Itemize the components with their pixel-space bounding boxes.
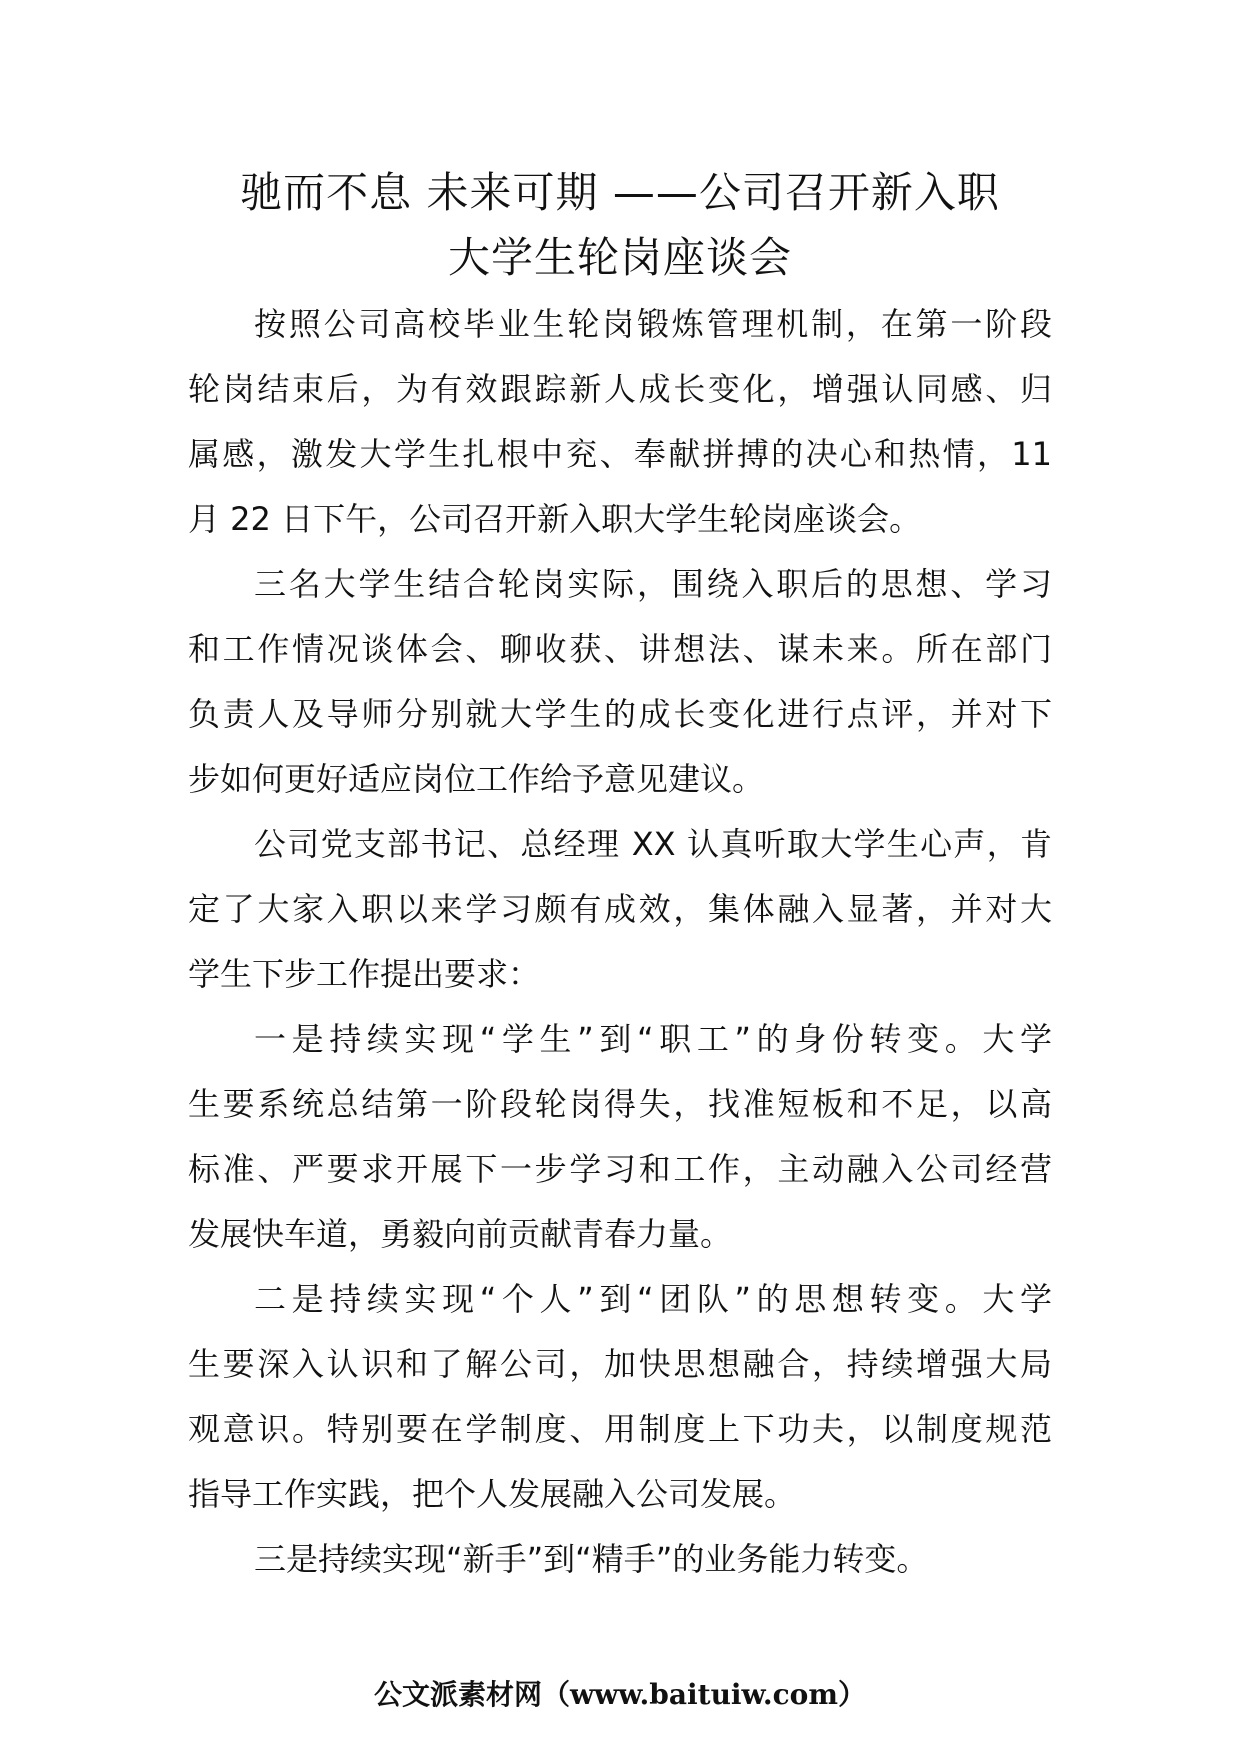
paragraph-1 [188,292,1052,552]
paragraph-4 [188,1007,1052,1267]
paragraph-line: 三名大学生结合轮岗实际，围绕入职后的思想、学习 [254,565,1052,603]
paragraph-line: 定了大家入职以来学习颇有成效，集体融入显著，并对大 [188,890,1052,928]
paragraph-line: 轮岗结束后，为有效跟踪新人成长变化，增强认同感、归 [188,370,1052,408]
paragraph-line: 三是持续实现“新手”到“精手”的业务能力转变。 [254,1540,929,1578]
paragraph-line: 和工作情况谈体会、聊收获、讲想法、谋未来。所在部门 [188,630,1052,668]
paragraph-5 [188,1267,1052,1527]
paragraph-line: 月 22 日下午，公司召开新入职大学生轮岗座谈会。 [188,500,922,538]
paragraph-line: 生要深入认识和了解公司，加快思想融合，持续增强大局 [188,1345,1052,1383]
paragraph-line: 步如何更好适应岗位工作给予意见建议。 [188,760,765,798]
source-footer: 公文派素材网（www.baituiw.com） [374,1678,866,1711]
paragraph-line: 一是持续实现“学生”到“职工”的身份转变。大学 [254,1020,1052,1058]
paragraph-2 [188,552,1052,812]
paragraph-line: 指导工作实践，把个人发展融入公司发展。 [188,1475,797,1513]
paragraph-line: 按照公司高校毕业生轮岗锻炼管理机制，在第一阶段 [254,305,1052,343]
title-line-1: 驰而不息 未来可期 ——公司召开新入职 [240,168,1000,217]
paragraph-line: 负责人及导师分别就大学生的成长变化进行点评，并对下 [188,695,1052,733]
paragraph-line: 标准、严要求开展下一步学习和工作，主动融入公司经营 [188,1150,1052,1188]
document-body [188,292,1052,1592]
document-page [188,160,1052,1592]
title-line-2: 大学生轮岗座谈会 [447,233,792,282]
paragraph-line: 生要系统总结第一阶段轮岗得失，找准短板和不足，以高 [188,1085,1052,1123]
paragraph-6 [188,1527,1052,1592]
paragraph-line: 公司党支部书记、总经理 XX 认真听取大学生心声，肯 [254,825,1052,863]
paragraph-line: 观意识。特别要在学制度、用制度上下功夫，以制度规范 [188,1410,1052,1448]
paragraph-line: 发展快车道，勇毅向前贡献青春力量。 [188,1215,733,1253]
paragraph-line: 属感，激发大学生扎根中兖、奉献拼搏的决心和热情，11 [188,435,1052,473]
paragraph-line: 学生下步工作提出要求： [188,955,541,993]
paragraph-3 [188,812,1052,1007]
paragraph-line: 二是持续实现“个人”到“团队”的思想转变。大学 [254,1280,1052,1318]
document-title [188,160,1052,290]
